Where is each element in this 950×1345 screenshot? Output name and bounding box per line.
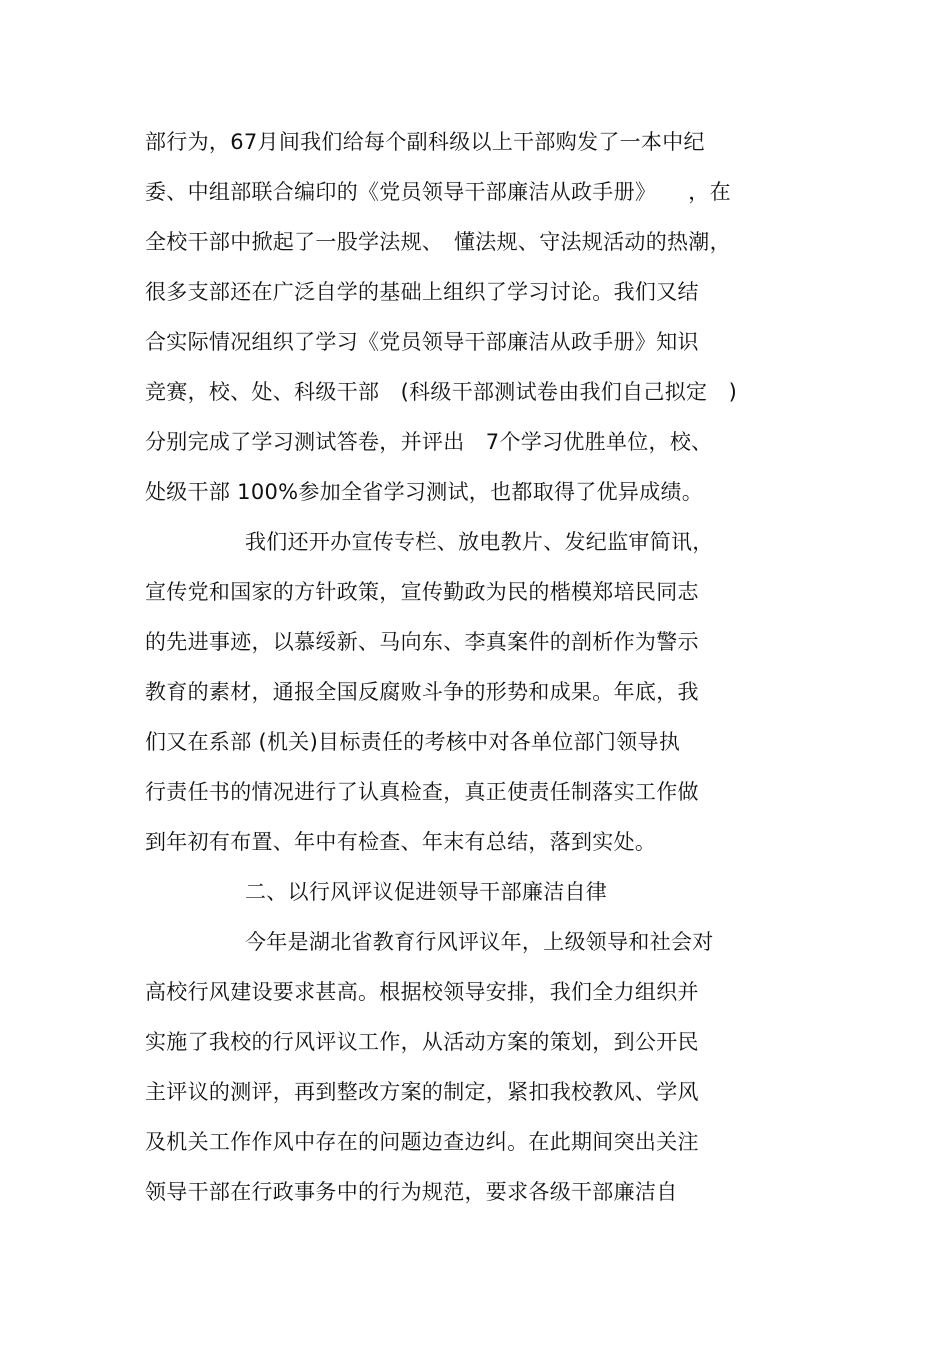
text-line: 很多支部还在广泛自学的基础上组织了学习讨论。我们又结 [145,280,699,304]
paragraph-start-line: 今年是湖北省教育行风评议年，上级领导和社会对 [245,930,714,954]
text-line: 全校干部中掀起了一股学法规、 懂法规、守法规活动的热潮， [145,230,731,254]
text-line: 实施了我校的行风评议工作，从活动方案的策划，到公开民 [145,1030,699,1054]
text-line: 到年初有布置、年中有检查、年末有总结，落到实处。 [145,830,657,854]
text-line: 竞赛，校、处、科级干部 (科级干部测试卷由我们自己拟定 ) [145,380,738,404]
text-line: 分别完成了学习测试答卷，并评出 7个学习优胜单位，校、 [145,430,713,454]
text-line: 委、中组部联合编印的《党员领导干部廉洁从政手册》 ，在 [145,180,731,204]
text-line: 部行为，67月间我们给每个副科级以上干部购发了一本中纪 [145,130,705,154]
text-line: 处级干部 100%参加全省学习测试，也都取得了优异成绩。 [145,480,704,504]
text-line: 们又在系部 (机关)目标责任的考核中对各单位部门领导执 [145,730,681,754]
text-line: 高校行风建设要求甚高。根据校领导安排，我们全力组织并 [145,980,699,1004]
text-line: 宣传党和国家的方针政策，宣传勤政为民的楷模郑培民同志 [145,580,699,604]
paragraph-start-line: 我们还开办宣传专栏、放电教片、发纪监审简讯， [245,530,714,554]
section-heading: 二、以行风评议促进领导干部廉洁自律 [245,880,608,904]
text-line: 领导干部在行政事务中的行为规范，要求各级干部廉洁自 [145,1180,678,1204]
text-line: 合实际情况组织了学习《党员领导干部廉洁从政手册》知识 [145,330,699,354]
text-line: 的先进事迹，以慕绥新、马向东、李真案件的剖析作为警示 [145,630,699,654]
text-line: 教育的素材，通报全国反腐败斗争的形势和成果。年底，我 [145,680,699,704]
text-line: 及机关工作作风中存在的问题边查边纠。在此期间突出关注 [145,1130,699,1154]
text-line: 主评议的测评，再到整改方案的制定，紧扣我校教风、学风 [145,1080,699,1104]
text-line: 行责任书的情况进行了认真检查，真正使责任制落实工作做 [145,780,699,804]
